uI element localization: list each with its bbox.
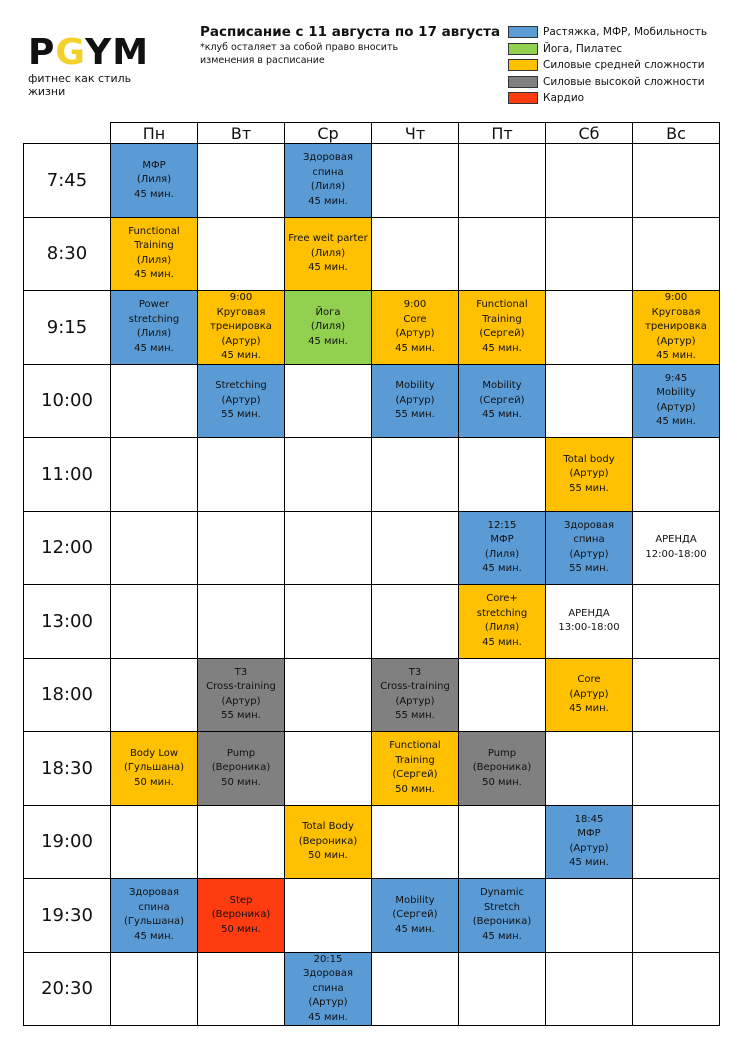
class-cell: Здоровая спина (Артур) 55 мин. <box>545 511 633 586</box>
legend-label: Силовые средней сложности <box>543 59 705 72</box>
empty-cell <box>458 952 546 1027</box>
empty-cell <box>197 437 285 512</box>
time-slot: 19:30 <box>23 878 111 953</box>
empty-cell <box>632 878 720 953</box>
day-header: Сб <box>545 122 633 144</box>
time-slot: 10:00 <box>23 364 111 439</box>
empty-cell <box>110 437 198 512</box>
time-slot: 7:45 <box>23 143 111 218</box>
legend-item <box>508 41 707 58</box>
empty-cell <box>110 952 198 1027</box>
class-cell: Stretching (Артур) 55 мин. <box>197 364 285 439</box>
empty-cell <box>371 143 459 218</box>
empty-cell <box>371 805 459 880</box>
empty-cell <box>632 217 720 292</box>
empty-cell <box>371 511 459 586</box>
class-cell: Т3 Cross-training (Артур) 55 мин. <box>197 658 285 733</box>
empty-cell <box>545 952 633 1027</box>
empty-cell <box>371 952 459 1027</box>
legend-item <box>508 90 707 107</box>
legend-item <box>508 24 707 41</box>
empty-cell <box>458 217 546 292</box>
class-cell: Total Body (Вероника) 50 мин. <box>284 805 372 880</box>
empty-cell <box>371 584 459 659</box>
empty-cell <box>197 952 285 1027</box>
time-slot: 12:00 <box>23 511 111 586</box>
time-slot: 18:00 <box>23 658 111 733</box>
empty-cell <box>110 584 198 659</box>
class-cell: 20:15 Здоровая спина (Артур) 45 мин. <box>284 952 372 1027</box>
empty-cell <box>284 584 372 659</box>
empty-cell <box>110 511 198 586</box>
class-cell: 9:45 Mobility (Артур) 45 мин. <box>632 364 720 439</box>
legend-swatch <box>508 92 538 104</box>
logo-mark: PGYM <box>28 32 150 73</box>
empty-cell <box>371 217 459 292</box>
empty-cell <box>284 658 372 733</box>
class-cell: МФР (Лиля) 45 мин. <box>110 143 198 218</box>
empty-cell <box>284 511 372 586</box>
logo-tagline: фитнес как стиль жизни <box>28 72 132 98</box>
empty-cell <box>197 584 285 659</box>
day-header: Пн <box>110 122 198 144</box>
day-header: Чт <box>371 122 459 144</box>
empty-cell <box>197 805 285 880</box>
class-cell: Pump (Вероника) 50 мин. <box>197 731 285 806</box>
time-slot: 8:30 <box>23 217 111 292</box>
empty-cell <box>284 731 372 806</box>
empty-cell <box>371 437 459 512</box>
class-cell: Free weit parter (Лиля) 45 мин. <box>284 217 372 292</box>
time-slot: 18:30 <box>23 731 111 806</box>
legend-label: Йога, Пилатес <box>543 42 623 55</box>
empty-cell <box>545 731 633 806</box>
class-cell: Functional Training (Сергей) 45 мин. <box>458 290 546 365</box>
class-cell: 9:00 Core (Артур) 45 мин. <box>371 290 459 365</box>
legend-label: Растяжка, МФР, Мобильность <box>543 26 708 39</box>
class-cell: АРЕНДА 12:00-18:00 <box>632 511 720 586</box>
class-cell: 9:00 Круговая тренировка (Артур) 45 мин. <box>197 290 285 365</box>
day-header: Вт <box>197 122 285 144</box>
empty-cell <box>197 143 285 218</box>
empty-cell <box>458 437 546 512</box>
empty-cell <box>545 143 633 218</box>
empty-cell <box>110 805 198 880</box>
schedule-grid <box>23 122 718 1026</box>
class-cell: Mobility (Сергей) 45 мин. <box>458 364 546 439</box>
legend-item <box>508 57 707 74</box>
class-cell: Functional Training (Сергей) 50 мин. <box>371 731 459 806</box>
day-header: Ср <box>284 122 372 144</box>
time-slot: 19:00 <box>23 805 111 880</box>
empty-cell <box>110 364 198 439</box>
class-cell: Здоровая спина (Лиля) 45 мин. <box>284 143 372 218</box>
legend-swatch <box>508 59 538 71</box>
schedule-title: Расписание с 11 августа по 17 августа <box>200 24 501 40</box>
empty-cell <box>632 437 720 512</box>
class-cell: 9:00 Круговая тренировка (Артур) 45 мин. <box>632 290 720 365</box>
class-cell: Mobility (Артур) 55 мин. <box>371 364 459 439</box>
class-cell: Здоровая спина (Гульшана) 45 мин. <box>110 878 198 953</box>
class-cell: Functional Training (Лиля) 45 мин. <box>110 217 198 292</box>
logo <box>28 32 168 98</box>
empty-cell <box>632 143 720 218</box>
class-cell: Mobility (Сергей) 45 мин. <box>371 878 459 953</box>
empty-cell <box>545 290 633 365</box>
legend-swatch <box>508 43 538 55</box>
class-cell: Dynamic Stretch (Вероника) 45 мин. <box>458 878 546 953</box>
empty-cell <box>458 805 546 880</box>
time-slot: 9:15 <box>23 290 111 365</box>
empty-cell <box>545 364 633 439</box>
class-cell: Core (Артур) 45 мин. <box>545 658 633 733</box>
class-cell: Core+ stretching (Лиля) 45 мин. <box>458 584 546 659</box>
class-cell: Йога (Лиля) 45 мин. <box>284 290 372 365</box>
class-cell: Body Low (Гульшана) 50 мин. <box>110 731 198 806</box>
empty-cell <box>284 437 372 512</box>
empty-cell <box>632 584 720 659</box>
class-cell: Step (Вероника) 50 мин. <box>197 878 285 953</box>
empty-cell <box>545 217 633 292</box>
legend-label: Силовые высокой сложности <box>543 75 705 88</box>
legend-item <box>508 74 707 91</box>
day-header: Вс <box>632 122 720 144</box>
empty-cell <box>284 364 372 439</box>
class-cell: Total body (Артур) 55 мин. <box>545 437 633 512</box>
time-slot: 11:00 <box>23 437 111 512</box>
empty-cell <box>545 878 633 953</box>
legend <box>508 24 707 107</box>
empty-cell <box>632 731 720 806</box>
empty-cell <box>284 878 372 953</box>
time-slot: 20:30 <box>23 952 111 1027</box>
empty-cell <box>110 658 198 733</box>
empty-cell <box>632 805 720 880</box>
class-cell: Pump (Вероника) 50 мин. <box>458 731 546 806</box>
schedule-note: *клуб осталяет за собой право вносить изменения в расписание <box>200 42 399 66</box>
class-cell: АРЕНДА 13:00-18:00 <box>545 584 633 659</box>
day-header: Пт <box>458 122 546 144</box>
class-cell: Т3 Cross-training (Артур) 55 мин. <box>371 658 459 733</box>
class-cell: 12:15 МФР (Лиля) 45 мин. <box>458 511 546 586</box>
legend-swatch <box>508 76 538 88</box>
empty-cell <box>458 658 546 733</box>
class-cell: 18:45 МФР (Артур) 45 мин. <box>545 805 633 880</box>
legend-label: Кардио <box>543 92 585 105</box>
empty-cell <box>632 952 720 1027</box>
class-cell: Power stretching (Лиля) 45 мин. <box>110 290 198 365</box>
time-slot: 13:00 <box>23 584 111 659</box>
empty-cell <box>197 511 285 586</box>
empty-cell <box>197 217 285 292</box>
empty-cell <box>458 143 546 218</box>
legend-swatch <box>508 26 538 38</box>
empty-cell <box>632 658 720 733</box>
